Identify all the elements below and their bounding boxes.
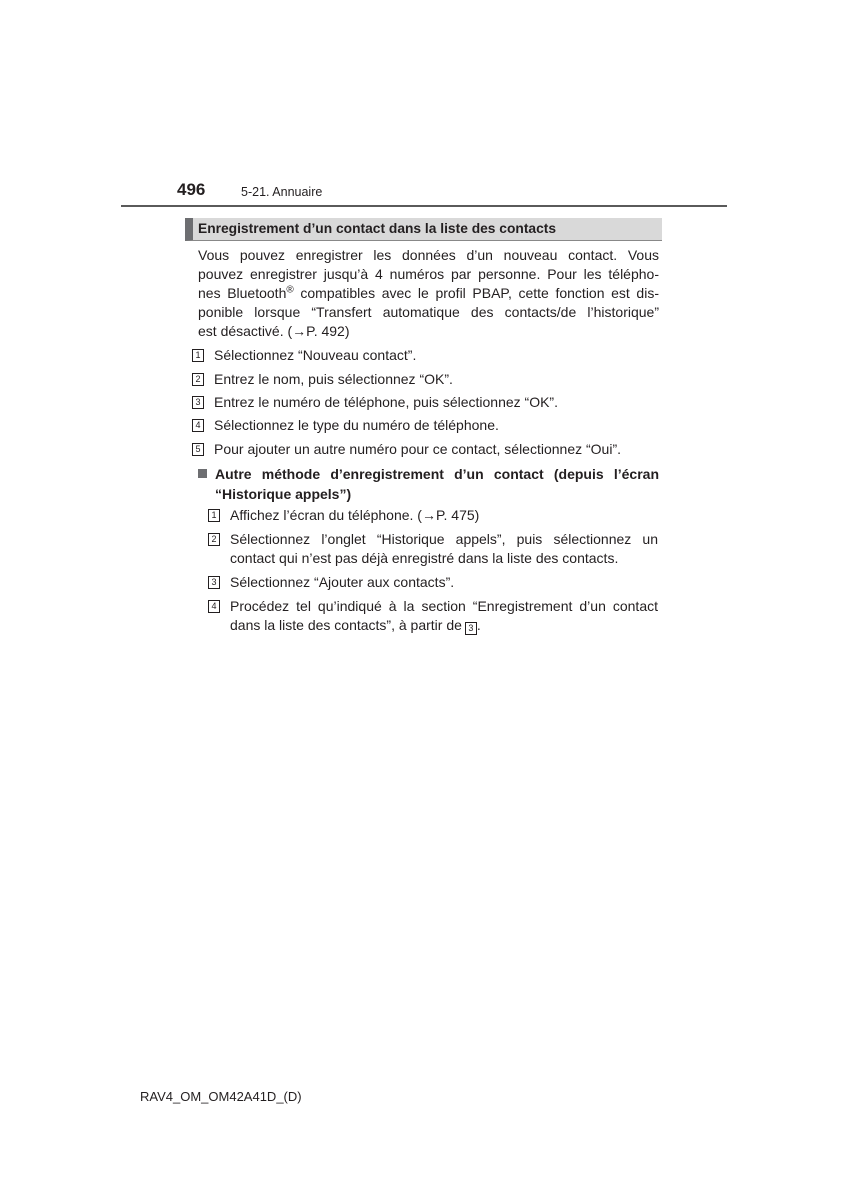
step-number-1: 1 <box>192 349 204 362</box>
subsection-title-line-2: “Historique appels”) <box>215 486 352 502</box>
arrow-icon: → <box>292 323 307 339</box>
page-reference-link[interactable]: P. 492) <box>306 323 350 339</box>
section-heading <box>185 218 662 241</box>
alt-step-2 <box>208 530 660 570</box>
page-number: 496 <box>177 180 206 199</box>
step-number-3: 3 <box>192 396 204 409</box>
step-text: Sélectionnez “Nouveau contact”. <box>214 347 417 363</box>
step-text: Entrez le nom, puis sélectionnez “OK”. <box>214 371 453 387</box>
step-text <box>230 506 479 526</box>
step-number-4: 4 <box>208 600 220 613</box>
alt-step-4 <box>208 597 660 637</box>
section-title: Enregistrement d’un contact dans la liste des contacts <box>198 221 557 236</box>
intro-line-2: pouvez enregistrer jusqu’à 4 numéros par personne. Pour les télépho- <box>198 266 659 282</box>
square-bullet-icon <box>198 469 207 478</box>
page-reference-link[interactable]: P. 475) <box>435 507 480 523</box>
intro-line-1: Vous pouvez enregistrer les données d’un nouveau contact. Vous <box>198 247 659 263</box>
step-text: Entrez le numéro de téléphone, puis sélectionnez “OK”. <box>214 394 558 410</box>
header-divider <box>121 205 727 207</box>
intro-pbap-text: compatibles avec le profil PBAP, cette fonction est dis- <box>293 285 659 301</box>
step-text: Sélectionnez “Ajouter aux contacts”. <box>230 574 455 590</box>
period: . <box>476 617 481 633</box>
intro-disabled-text: est désactivé. ( <box>198 323 293 339</box>
alt-step-2-line-1: Sélectionnez l’onglet “Historique appels”, puis sélectionnez un <box>230 531 658 547</box>
alt-step-4-line-1: Procédez tel qu’indiqué à la section “Enregistrement d’un contact <box>230 598 658 614</box>
alt-step-2-line-2: contact qui n’est pas déjà enregistré dans la liste des contacts. <box>230 550 619 566</box>
intro-line-3 <box>198 284 659 303</box>
alt-step-4-line-2 <box>230 616 481 636</box>
intro-bluetooth-text: nes Bluetooth <box>198 285 287 301</box>
document-code: RAV4_OM_OM42A41D_(D) <box>140 1089 302 1104</box>
alt-step-4-line-2-text: dans la liste des contacts”, à partir de <box>230 617 462 633</box>
arrow-icon: → <box>421 507 436 523</box>
step-number-4: 4 <box>192 419 204 432</box>
step-number-5: 5 <box>192 443 204 456</box>
intro-line-5 <box>198 322 659 341</box>
step-number-2: 2 <box>192 373 204 386</box>
registered-mark: ® <box>286 284 294 296</box>
intro-line-4: ponible lorsque “Transfert automatique des contacts/de l’historique” <box>198 304 659 320</box>
step-text: Pour ajouter un autre numéro pour ce contact, sélectionnez “Oui”. <box>214 441 621 457</box>
breadcrumb: 5-21. Annuaire <box>241 185 323 199</box>
step-text: Sélectionnez le type du numéro de téléphone. <box>214 417 499 433</box>
step-number-2: 2 <box>208 533 220 546</box>
step-reference-box[interactable]: 3 <box>465 622 477 635</box>
step-number-1: 1 <box>208 509 220 522</box>
subsection-title-line-1: Autre méthode d’enregistrement d’un contact (depuis l’écran <box>215 466 659 482</box>
step-number-3: 3 <box>208 576 220 589</box>
alt-step-1-text: Affichez l’écran du téléphone. ( <box>230 507 422 523</box>
